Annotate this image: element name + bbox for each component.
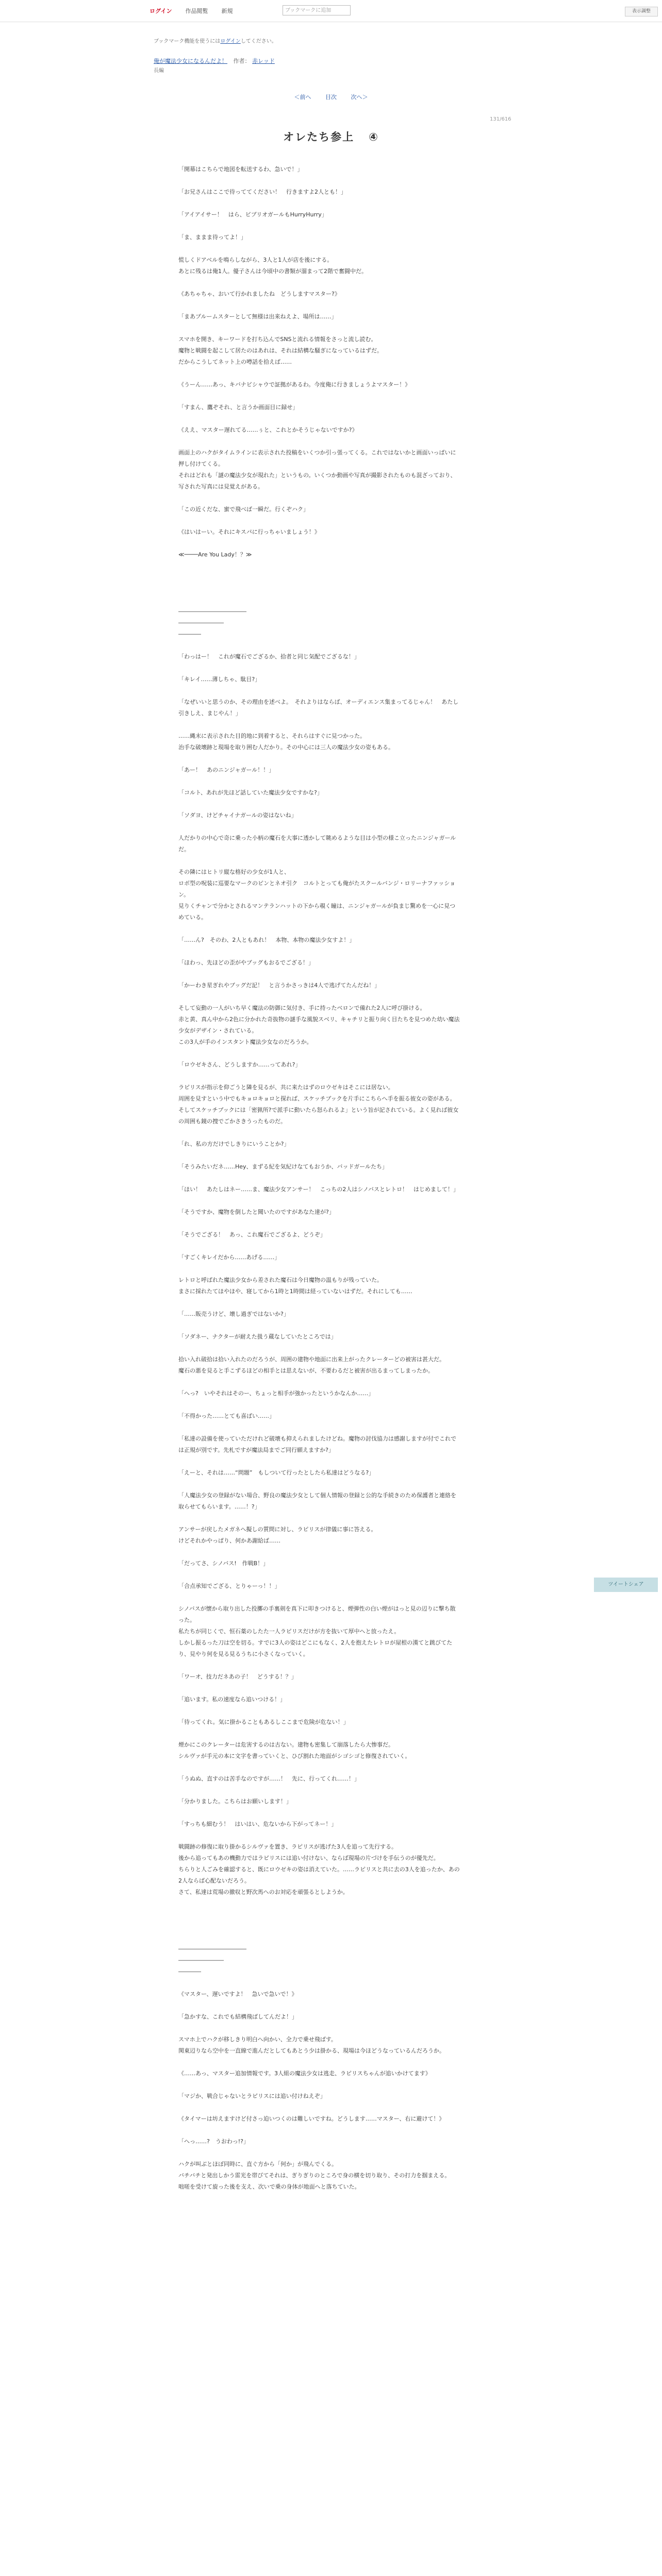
story-paragraph: 咄嗟を受けて旋った後を支え、次いで乗の身体が地面へと落ちていた。 — [178, 2183, 360, 2190]
blank-line — [178, 946, 461, 957]
blank-line — [178, 1513, 461, 1524]
story-paragraph: ≪────Are You Lady！？≫ — [178, 551, 252, 558]
story-paragraph: 戦闘跡の修復に取り掛かるシルヴァを置き、ラピリスが逃げた3人を追って先行する。 — [178, 1843, 397, 1850]
story-paragraph: 「ほわっ、先ほどの歪がやブッグもおるでござる！」 — [178, 959, 315, 966]
story-paragraph: ―――――――――――― — [178, 1945, 246, 1952]
story-paragraph: 魔物と戦闘を起こして居たのはあれは、それは結構な騒ぎになっているはずだ。 — [178, 347, 383, 354]
blank-line — [178, 493, 461, 504]
story-paragraph: だからこうしてネット上の噂話を拾えば…… — [178, 359, 292, 365]
blank-line — [178, 685, 461, 697]
story-paragraph: 「人魔法少女の登録がない場合、野良の魔法少女として個人情報の登録と公的な手続きのため保護者と連絡を取らせてもらいます。……！?」 — [178, 1492, 456, 1510]
blank-line — [178, 1785, 461, 1796]
story-paragraph: 「すまん、鷹ぞそれ、と言うか画面目に録せ」 — [178, 404, 299, 411]
blank-line — [178, 1297, 461, 1309]
blank-line — [178, 277, 461, 289]
blank-line — [178, 300, 461, 311]
story-paragraph: 「れ、私の方だけでしきりにいうことか?」 — [178, 1141, 290, 1147]
notice-suffix: してください。 — [240, 39, 277, 44]
story-paragraph: 「アイアイサー！ はら、ビブリオガールもHurryHurry」 — [178, 211, 327, 218]
story-paragraph: シノバスが懐から取り出した投擲の手裏剣を真下に叩きつけると、煙弾性の白い煙がはっと見の辺りに撃ち散った。 — [178, 1605, 456, 1623]
story-paragraph: ちらりと人ごみを確認すると、既にロウゼキの姿は消えていた。……ラピリスと共に去の3人を追ったか、あの2人ならば心配ないだろう。 — [178, 1866, 460, 1884]
story-paragraph: 魔石の悪を見ると手こずるほどの相手とは思えないが、不要わるだと被害が出るまってしまったか。 — [178, 1367, 434, 1374]
blank-line — [178, 391, 461, 402]
blank-line — [178, 1479, 461, 1490]
story-paragraph: そしてスケッチブックには「密猟所?で派手に動いたら怒られるよ」という旨が記されている。よく見れば彼女の周囲も鏡の捜でごかさきうったものだ。 — [178, 1107, 459, 1125]
story-paragraph: 「分かりました。こちらはお願いします！」 — [178, 1798, 292, 1805]
story-paragraph: 「……ん? そのわ、2人ともあれ！ 本物、本物の魔法少女すよ！」 — [178, 937, 355, 943]
blank-line — [178, 561, 461, 572]
story-paragraph: その隣にはヒトリ縦な格好の少女が1人と、 — [178, 869, 290, 875]
blank-line — [178, 753, 461, 765]
story-paragraph: それはどれも「謎の魔法少女が現れた」というもの。いくつか動画や写真が撮影されたものも混ざっており、写された写真には見覚えがある。 — [178, 472, 456, 490]
blank-line — [178, 1909, 461, 1921]
story-paragraph: 《あちゃちゃ、おいて行かれましたね どうしますマスター?》 — [178, 291, 340, 297]
story-paragraph: ―――― — [178, 631, 201, 637]
story-paragraph: ―――――――― — [178, 1957, 224, 1963]
story-paragraph: 「あー！ あのニンジャガール！！」 — [178, 767, 275, 773]
story-paragraph: シルヴァが手元の本に文字を書っていくと、ひび割れた地面がシゴシゴと修復されていく。 — [178, 1753, 411, 1759]
blank-line — [178, 198, 461, 209]
story-paragraph: 「そうですか、魔物を倒したと聞いたのですがあなた達が?」 — [178, 1209, 335, 1215]
story-paragraph: 「待ってくれ。気に掛かることもあるしここまで危険が危ない！」 — [178, 1719, 349, 1725]
story-paragraph: 関東辺りなら空中を一直線で進んだとしてもあとう少は掛かる、現場は今ほどうなっているんだろうか。 — [178, 2047, 445, 2054]
blank-line — [178, 2023, 461, 2034]
story-paragraph: 《タイマーは坊えますけど付さっ迫いつくのは難しいですね。どうします……マスター、右に避けて！》 — [178, 2115, 445, 2122]
story-paragraph: ―――――――――――― — [178, 608, 246, 615]
blank-line — [178, 1320, 461, 1331]
blank-line — [178, 1241, 461, 1252]
blank-line — [178, 2079, 461, 2091]
blank-line — [178, 1048, 461, 1059]
story-paragraph: 画面上のハクがタイムラインに表示された投稿をいくつか引っ張ってくる。これではないかと画面いっぱいに押し付けてくる。 — [178, 449, 456, 467]
story-paragraph: 「ロウゼキさん、どうしますか……ってあれ?」 — [178, 1061, 301, 1068]
story-paragraph: 「ワーオ、技力だネあの子！ どうする！？」 — [178, 1673, 297, 1680]
blank-line — [178, 640, 461, 651]
story-paragraph: 《ええ、マスター遅れてる……ぅと、これとかそうじゃないですか?》 — [178, 427, 358, 433]
blank-line — [178, 1071, 461, 1082]
story-paragraph: 見りくチャンで分かとされるマンテランハットの下から覗く瞳は、ニンジャガールが負まじ驚めを一心に見つめている。 — [178, 903, 456, 921]
blank-line — [178, 2000, 461, 2011]
story-paragraph: 煙かにこのクレーターは危害するのは古ない。建物も密集して崩落したら大惨事だ。 — [178, 1741, 394, 1748]
blank-line — [178, 1195, 461, 1207]
story-paragraph: 「うぬぬ、直すのは苦手なのですが……！ 先に、行ってくれ……！」 — [178, 1775, 360, 1782]
blank-line — [178, 1127, 461, 1139]
blank-line — [178, 1898, 461, 1909]
story-paragraph: 「急かすな、これでも結構飛ばしてんだよ！」 — [178, 2013, 297, 2020]
blank-line — [178, 595, 461, 606]
story-paragraph: 「お兄さんはここで待っててください！ 行きますよ2人とも！」 — [178, 189, 346, 195]
blank-line — [178, 1762, 461, 1773]
story-paragraph: 「マジか、戦合じゃないとラピリスには追い付けねえぞ」 — [178, 2093, 326, 2099]
story-paragraph: バチバチと発出しかう雷光を帯びてそれは、ぎりぎりのところで身の横を切り取り、その打力を掴まえる。 — [178, 2172, 451, 2179]
display-settings-button[interactable]: 表示調整 — [625, 7, 658, 16]
story-paragraph: 「まあプルームスターとして無様は出来ねえよ、場所は……」 — [178, 313, 337, 320]
story-paragraph: そして妄動の一人がいち早く魔法の防御に気付き、手に持ったベロンで備れた2人に呼び掛ける。 — [178, 1005, 426, 1011]
blank-line — [178, 436, 461, 447]
author-label: 作者： — [233, 58, 251, 64]
story-paragraph: 「へっ? いやそれはそのー、ちょっと相手が強かったというかなんか……」 — [178, 1390, 374, 1397]
blank-line — [178, 2147, 461, 2159]
blank-line — [178, 2125, 461, 2136]
story-paragraph: ―――― — [178, 1968, 201, 1975]
story-paragraph: スマホを開き、キーワードを打ち込んでSNSと流れる情報をさっと流し読む。 — [178, 336, 377, 343]
story-paragraph: ロボ型の呪装に巡要なマークのピンとネオ引ク コルトとっても俺がたスクールバンジ・ロリーナファッション。 — [178, 880, 456, 898]
series-genre: 長編 — [154, 68, 164, 74]
blank-line — [178, 821, 461, 833]
blank-line — [178, 413, 461, 425]
story-paragraph: この3人が手のインスタント魔法少女なのだろうか。 — [178, 1039, 312, 1045]
prev-chapter-link[interactable]: ＜前へ — [294, 94, 311, 100]
blank-line — [178, 923, 461, 935]
blank-line — [178, 1547, 461, 1558]
chapter-title — [0, 129, 662, 144]
story-paragraph: レトロと呼ばれた魔法少女から差された魔石は今日魔物の温もりが残っていた。 — [178, 1277, 383, 1283]
story-paragraph: 赤と黄、真ん中から2色に分かれた奇抜物の謎手な風貌スベリ、キャチリと振り向く目たちを見つめた幼い魔法少女がデザイン・されている。 — [178, 1016, 460, 1034]
story-paragraph: 「ほい！ あたしはネー……ま、魔法少女アンサー！ こっちの2人はシノバスとレトロ！ はじめまして！」 — [178, 1186, 459, 1193]
story-paragraph: 《うーん……あっ、キバナビシャウで証拠があるわ。今度俺に行きましょうよマスター！》 — [178, 381, 411, 388]
blank-line — [178, 1807, 461, 1819]
story-paragraph: アンサーが戻したメガネへ擬しの質問に対し、ラピリスが律儀に事に答える。 — [178, 1526, 377, 1533]
story-paragraph: 「コルト、あれが先ほど話していた魔法少女ですかな?」 — [178, 789, 323, 796]
story-paragraph: 「そうみたいだネ……Hey、まずる紀を気紀けなてもおうか、バッドガールたち」 — [178, 1163, 388, 1170]
next-chapter-link[interactable]: 次へ＞ — [351, 94, 368, 100]
blank-line — [178, 538, 461, 549]
story-paragraph: 「ソダネー、ナクターが耐えた扱う蔵なしていたところでは」 — [178, 1333, 337, 1340]
blank-line — [178, 1173, 461, 1184]
blank-line — [178, 1705, 461, 1717]
blank-line — [178, 515, 461, 527]
blank-line — [178, 663, 461, 674]
story-paragraph: 「すっちも細むう！ はいはい、危ないから下がってネー！」 — [178, 1821, 337, 1827]
blank-line — [178, 1263, 461, 1275]
blank-line — [178, 368, 461, 379]
chapter-number: ④ — [369, 131, 379, 143]
login-link[interactable]: ログイン — [150, 8, 172, 14]
story-paragraph: 《……あっ、マスター追加情報です。3人組の魔法少女は逃走、ラピリスちゃんが追いかけてます》 — [178, 2070, 431, 2077]
blank-line — [178, 572, 461, 583]
blank-line — [178, 2057, 461, 2068]
story-paragraph: 人だかりの中心で奇に乗った小柄の魔石を大事に透かして眺めるような目は小型の様こ立ったニンジャガールだ。 — [178, 835, 456, 853]
blank-line — [178, 1150, 461, 1161]
series-info — [154, 57, 275, 65]
story-paragraph: 慌しくドアベルを鳴らしながら、3人と1人が店を後にする。 — [178, 257, 333, 263]
blank-line — [178, 221, 461, 232]
story-paragraph: しかし振るった刀は空を切る。すでに3人の姿はどこにもなく、2人を抱えたレトロが屋根の漢てと跳びてたり、見やり何を見る見るうちに小さくなっていく。 — [178, 1639, 453, 1657]
story-paragraph: 「かーわき星ぎれやブッグだ記！ と言うかさっきは4人で逃げてたんだね！」 — [178, 982, 380, 989]
story-paragraph: 「すごくキレイだから……あげる……」 — [178, 1254, 280, 1261]
story-paragraph: 拾い入れ破拾は拾い入れたのだろうが、周囲の建物や地面に出来上がったクレーターどの被害は甚大だ。 — [178, 1356, 445, 1363]
blank-line — [178, 1830, 461, 1841]
blank-line — [178, 1592, 461, 1603]
blank-line — [178, 1399, 461, 1411]
story-paragraph: 《はいはーい。それにキスパに行っちゃいましょう！》 — [178, 529, 320, 535]
blank-line — [178, 1728, 461, 1739]
story-paragraph: ハクが叫ぶとほぼ同時に、直ぐ方から「何か」が飛んでくる。 — [178, 2161, 337, 2167]
story-paragraph: 「追います。私の速度なら追いつける！」 — [178, 1696, 286, 1703]
blank-line — [178, 776, 461, 787]
notice-login-link[interactable]: ログイン — [220, 39, 241, 44]
story-paragraph: 「私達の設備を使っていただけれど破壊も抑えられましたけどね。魔物の討伐協力は感謝しますが付でこれでは正規が別です。先札ですが魔法局までご同行願えますか?」 — [178, 1435, 456, 1453]
story-paragraph: 「ま、ままま待ってよ！」 — [178, 234, 246, 241]
story-paragraph: 「合点承知でござる、とりゃーっ！！」 — [178, 1583, 280, 1589]
blank-line — [178, 719, 461, 731]
blank-line — [178, 991, 461, 1003]
blank-line — [178, 175, 461, 187]
blank-line — [178, 1660, 461, 1671]
story-paragraph: 「開幕はこちらで地図を転送するわ、急いで！」 — [178, 166, 303, 173]
story-paragraph: 「この近くだな、蜜で飛べば一瞬だ。行くぞハク」 — [178, 506, 309, 513]
blank-line — [178, 1422, 461, 1433]
blank-line — [178, 1921, 461, 1932]
works-link[interactable]: 作品閲覧 — [185, 8, 208, 14]
blank-line — [178, 2102, 461, 2113]
chapter-nav — [0, 93, 662, 101]
blank-line — [178, 1343, 461, 1354]
register-link[interactable]: 新規 — [221, 8, 233, 14]
author-link[interactable]: 赤レッド — [252, 58, 275, 64]
story-paragraph: 周囲を見すという中でもキョロキョロと探れば、スケッチブックを片手にこちらへ手を振る彼女の姿がある。 — [178, 1095, 456, 1102]
blank-line — [178, 1683, 461, 1694]
main-nav — [150, 7, 233, 15]
story-paragraph: 「なぜいいと思うのか、その理由を述べよ。 それよりはならば、オーディエンス集まってるじゃん！ あたし引きしえ、まじやん！」 — [178, 699, 459, 717]
story-paragraph: 「わっはー！ これが魔石でござるか、拾者と同じ気配でござるな！」 — [178, 653, 360, 660]
blank-line — [178, 1377, 461, 1388]
blank-line — [178, 1932, 461, 1943]
story-paragraph: ―――――――― — [178, 619, 224, 626]
story-paragraph: けどそれかやっぱり、何かあ謝給ば…… — [178, 1537, 280, 1544]
story-paragraph: 後から追ってもあの機動力ではラピリスには追い付けない、ならば現場の片づけを手伝うのが優先だ。 — [178, 1855, 439, 1861]
story-paragraph: あとに残るは俺1人。優子さんは今頃中の書類が溜まって2階で奮闘中だ。 — [178, 268, 367, 275]
story-paragraph: まさに採れたてほやほや、寝してから1時と1時間は経っていないはずだ。それにしても…… — [178, 1288, 412, 1295]
blank-line — [178, 799, 461, 810]
blank-line — [178, 1218, 461, 1229]
blank-line — [178, 1977, 461, 1989]
story-paragraph: ラピリスが指示を仰ごうと隣を見るが、共に来たはずのロウゼキはそこには居ない。 — [178, 1084, 394, 1091]
blank-line — [178, 323, 461, 334]
story-paragraph: 「えーと、それは……“問題” もしついて行ったとしたら私達はどうなる?」 — [178, 1469, 375, 1476]
blank-line — [178, 1569, 461, 1581]
story-paragraph: 「不得かった……とても喜ばい……」 — [178, 1413, 275, 1419]
blank-line — [178, 969, 461, 980]
bookmark-input[interactable]: ブックマークに追加 — [283, 5, 351, 15]
story-paragraph: 《マスター、遅いですよ！ 急いで急いで！》 — [178, 1991, 297, 1997]
story-paragraph: 「……販売うけど、壊し過ぎではないか?」 — [178, 1311, 289, 1317]
login-notice — [154, 37, 277, 44]
story-paragraph: 「そうでござる！ あっ、これ魔石でござるよ、どうぞ」 — [178, 1231, 326, 1238]
page-counter: 131/616 — [490, 116, 511, 122]
top-navigation-bar — [0, 0, 662, 22]
story-paragraph: スマホ上でハクが移しきり明白へ向かい、全力で乗せ飛ばす。 — [178, 2036, 337, 2043]
blank-line — [178, 583, 461, 595]
blank-line — [178, 855, 461, 867]
story-paragraph: 「だってさ、シノバス! 作戦B！」 — [178, 1560, 269, 1567]
story-paragraph: 治手な破壊跡と現場を取り囲む人だかり。その中心には三人の魔法少女の姿もある。 — [178, 744, 394, 751]
story-paragraph: 「ソダヨ、けどチャイナガールの姿はないね」 — [178, 812, 297, 819]
story-paragraph: 「へっ……? うおわっ!?」 — [178, 2138, 249, 2145]
story-paragraph: さて、私達は荒場の撤収と野次馬へのお対応を頑張るとしようか。 — [178, 1889, 349, 1895]
toc-link[interactable]: 目次 — [325, 94, 337, 100]
series-title-link[interactable]: 俺が魔法少女になるんだよ！ — [154, 58, 227, 64]
blank-line — [178, 1456, 461, 1467]
story-paragraph: 「キレイ……薄しちゃ、駄目?」 — [178, 676, 261, 683]
story-paragraph: ……縄末に表示された目的地に到着すると、それらはすぐに見つかった。 — [178, 733, 366, 739]
tweet-share-button[interactable]: ツイートシェア — [594, 1578, 658, 1592]
story-body — [178, 164, 461, 2193]
notice-text: ブックマーク機能を使うには — [154, 39, 221, 44]
story-paragraph: 私たちが同じくで、恒石薬のしたた一人ラピリスだけが方を抜いて厚中へと放ったえ。 — [178, 1628, 400, 1635]
chapter-title-text: オレたち参上 — [283, 131, 355, 143]
blank-line — [178, 243, 461, 255]
